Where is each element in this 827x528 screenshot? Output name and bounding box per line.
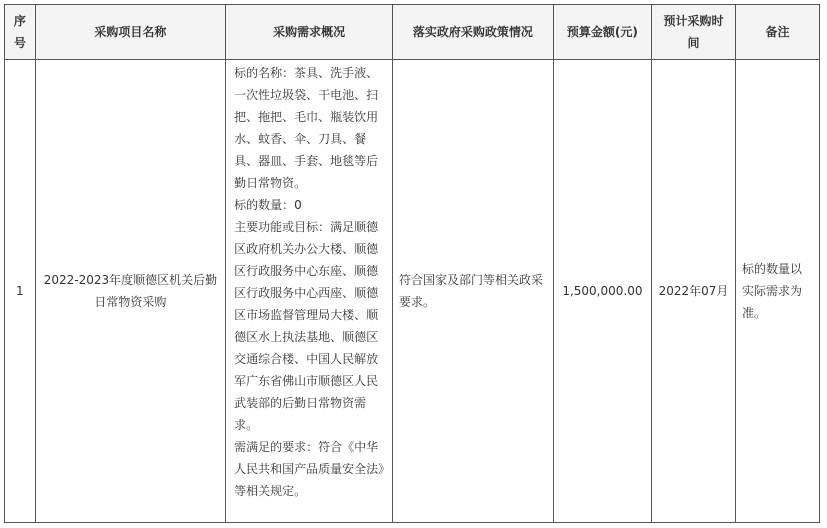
- cell-project-name: 2022-2023年度顺德区机关后勤日常物资采购: [35, 60, 225, 523]
- cell-budget: 1,500,000.00: [553, 60, 651, 523]
- header-time: 预计采购时间: [652, 5, 736, 60]
- table-header-row: [5, 5, 820, 60]
- procurement-table-wrapper: [4, 4, 820, 523]
- requirement-subject: 标的名称：茶具、洗手液、一次性垃圾袋、干电池、扫把、拖把、毛巾、瓶装饮用水、蚊香、伞、刀具、餐具、器皿、手套、地毯等后勤日常物资。: [234, 66, 379, 190]
- requirement-quantity: 标的数量：0: [234, 198, 302, 212]
- requirement-function: 主要功能或目标：满足顺德区政府机关办公大楼、顺德区行政服务中心东座、顺德区行政服务中心西座、顺德区市场监督管理局大楼、顺德区水上执法基地、顺德区交通综合楼、中国人民解放军广东省佛山市顺德区人民武装部的后勤日常物资需求。: [234, 220, 379, 432]
- cell-index: 1: [5, 60, 36, 523]
- header-remark: 备注: [736, 5, 820, 60]
- header-index: 序号: [5, 5, 36, 60]
- cell-time: 2022年07月: [652, 60, 736, 523]
- header-budget: 预算金额(元): [553, 5, 651, 60]
- procurement-plan-table: [4, 4, 820, 523]
- cell-requirements: [226, 60, 393, 523]
- header-requirements: 采购需求概况: [226, 5, 393, 60]
- cell-policy: 符合国家及部门等相关政采要求。: [393, 60, 554, 523]
- header-policy: 落实政府采购政策情况: [393, 5, 554, 60]
- cell-remark: 标的数量以实际需求为准。: [736, 60, 820, 523]
- table-row: [5, 60, 820, 523]
- header-project-name: 采购项目名称: [35, 5, 225, 60]
- requirement-conditions: 需满足的要求：符合《中华人民共和国产品质量安全法》等相关规定。: [234, 440, 385, 498]
